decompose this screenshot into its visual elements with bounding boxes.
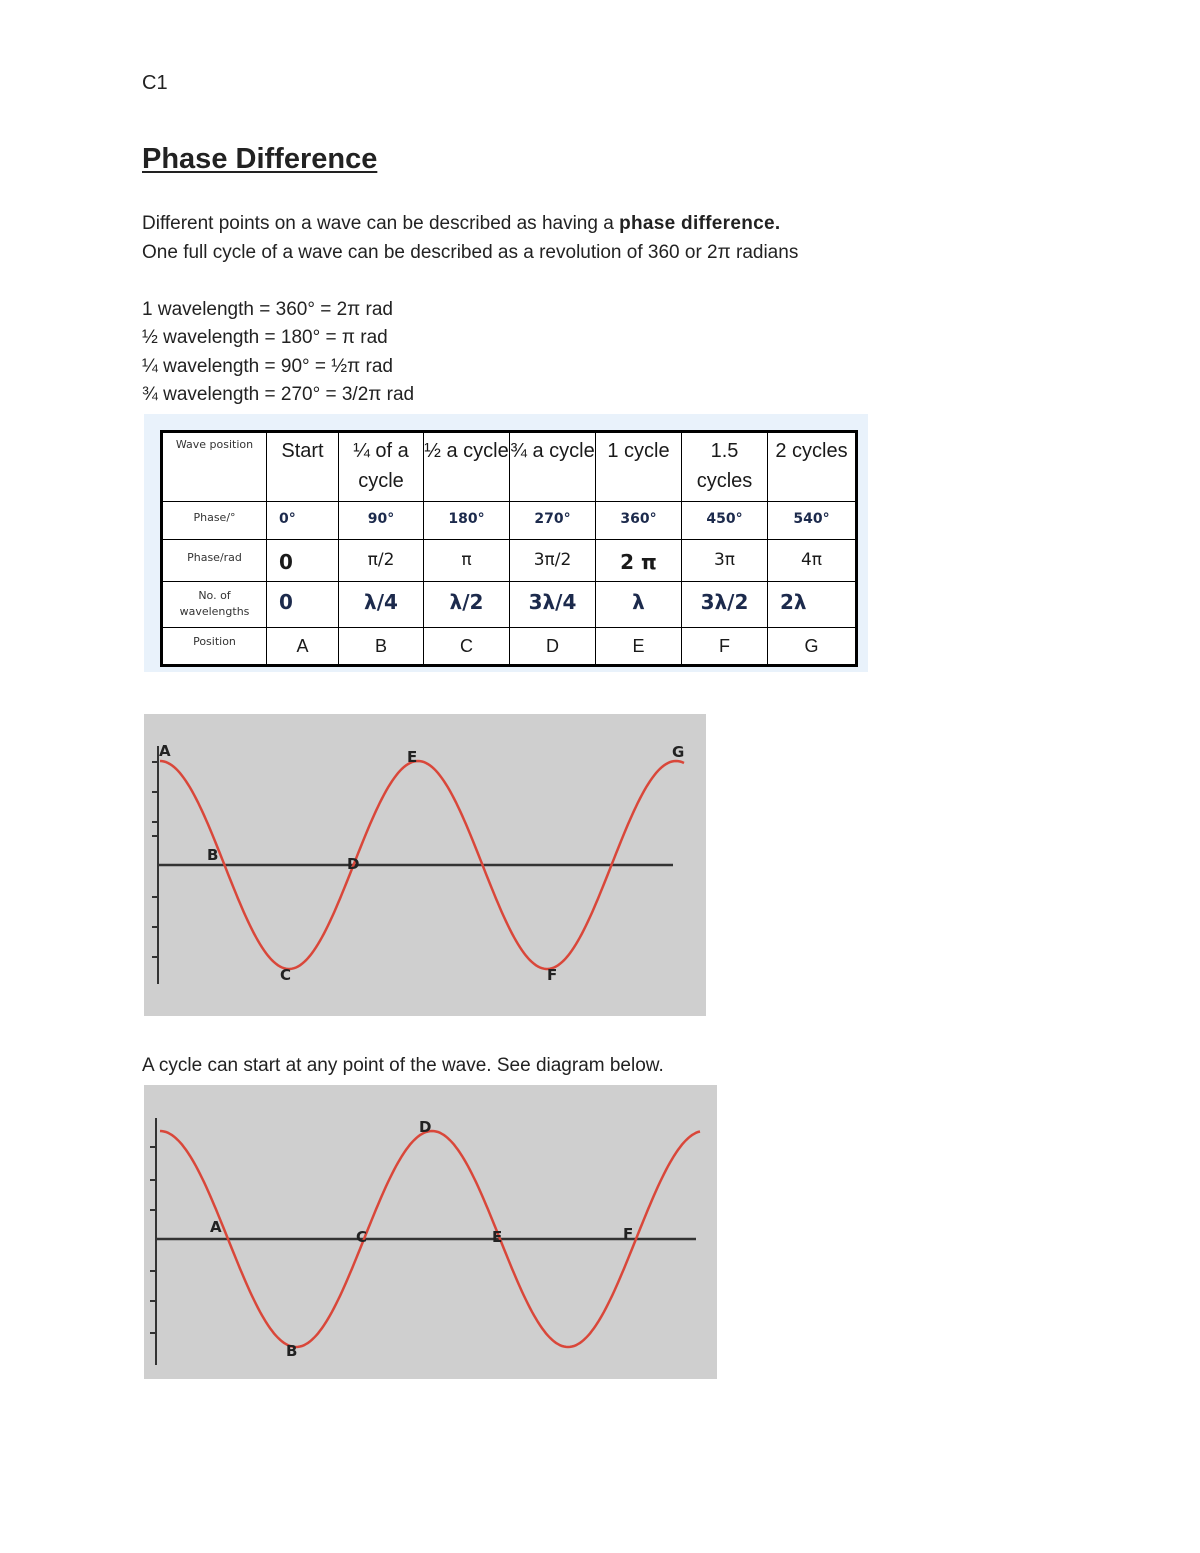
equivalence-line: ¾ wavelength = 270° = 3/2π rad xyxy=(142,384,415,405)
page-title: Phase Difference xyxy=(142,143,378,175)
wave-diagram-1-svg xyxy=(144,714,706,1016)
caption: A cycle can start at any point of the wave. See diagram below. xyxy=(142,1055,664,1076)
point-label-c: C xyxy=(280,966,292,984)
intro-line-1 xyxy=(142,213,780,235)
table-cell: E xyxy=(596,628,682,666)
table-cell: λ xyxy=(596,582,682,628)
table-row xyxy=(162,502,857,540)
point-label-b: B xyxy=(207,846,219,864)
table-cell: 90° xyxy=(339,502,424,540)
table-cell: 270° xyxy=(510,502,596,540)
table-cell: A xyxy=(267,628,339,666)
table-cell: 0 xyxy=(267,540,339,582)
point-label-b: B xyxy=(286,1342,298,1360)
table-row xyxy=(162,540,857,582)
table-cell: 1 cycle xyxy=(596,432,682,502)
row-header: Phase/° xyxy=(162,502,267,540)
table-row xyxy=(162,582,857,628)
wave-diagram-1 xyxy=(144,714,706,1016)
table-cell: 3π/2 xyxy=(510,540,596,582)
table-cell: 0 xyxy=(267,582,339,628)
table-row xyxy=(162,628,857,666)
table-cell: λ/4 xyxy=(339,582,424,628)
table-cell: π/2 xyxy=(339,540,424,582)
wave-diagram-2-svg xyxy=(144,1085,717,1379)
table-cell: ¾ a cycle xyxy=(510,432,596,502)
equivalence-line: ½ wavelength = 180° = π rad xyxy=(142,327,388,348)
intro-line-2: One full cycle of a wave can be described as a revolution of 360 or 2π radians xyxy=(142,242,799,263)
point-label-d: D xyxy=(347,855,360,873)
point-label-a: A xyxy=(159,742,171,760)
table-cell: 450° xyxy=(682,502,768,540)
table-cell: 180° xyxy=(424,502,510,540)
table-cell: 540° xyxy=(768,502,857,540)
table-cell: 3λ/2 xyxy=(682,582,768,628)
table-cell: ¼ of a cycle xyxy=(339,432,424,502)
point-label-g: G xyxy=(672,743,685,761)
table-cell: 3λ/4 xyxy=(510,582,596,628)
table-cell: π xyxy=(424,540,510,582)
intro-bold-term: phase difference. xyxy=(619,213,781,234)
row-header: No. of wavelengths xyxy=(162,582,267,628)
table-cell: 0° xyxy=(267,502,339,540)
table-cell: 4π xyxy=(768,540,857,582)
intro-text: Different points on a wave can be described as having a xyxy=(142,213,620,234)
table-row xyxy=(162,432,857,502)
row-header: Wave position xyxy=(162,432,267,502)
equivalence-line: ¼ wavelength = 90° = ½π rad xyxy=(142,356,393,377)
row-header: Phase/rad xyxy=(162,540,267,582)
wave-diagram-2 xyxy=(144,1085,717,1379)
table-cell: 2 cycles xyxy=(768,432,857,502)
table-cell: 1.5 cycles xyxy=(682,432,768,502)
table-cell: 2 π xyxy=(596,540,682,582)
table-cell: Start xyxy=(267,432,339,502)
point-label-d: D xyxy=(419,1118,432,1136)
table-cell: G xyxy=(768,628,857,666)
row-header: Position xyxy=(162,628,267,666)
table-cell: B xyxy=(339,628,424,666)
point-label-e: E xyxy=(492,1228,503,1246)
table-cell: 2λ xyxy=(768,582,857,628)
equivalence-line: 1 wavelength = 360° = 2π rad xyxy=(142,299,393,320)
table-cell: λ/2 xyxy=(424,582,510,628)
table-cell: F xyxy=(682,628,768,666)
table-cell: 3π xyxy=(682,540,768,582)
point-label-f: F xyxy=(547,966,558,984)
table-cell: C xyxy=(424,628,510,666)
page-label: C1 xyxy=(142,72,168,94)
table-cell: ½ a cycle xyxy=(424,432,510,502)
point-label-c: C xyxy=(356,1228,368,1246)
phase-table xyxy=(160,430,858,667)
point-label-a: A xyxy=(210,1218,222,1236)
table-cell: D xyxy=(510,628,596,666)
table-cell: 360° xyxy=(596,502,682,540)
point-label-e: E xyxy=(407,748,418,766)
point-label-f: F xyxy=(623,1225,634,1243)
